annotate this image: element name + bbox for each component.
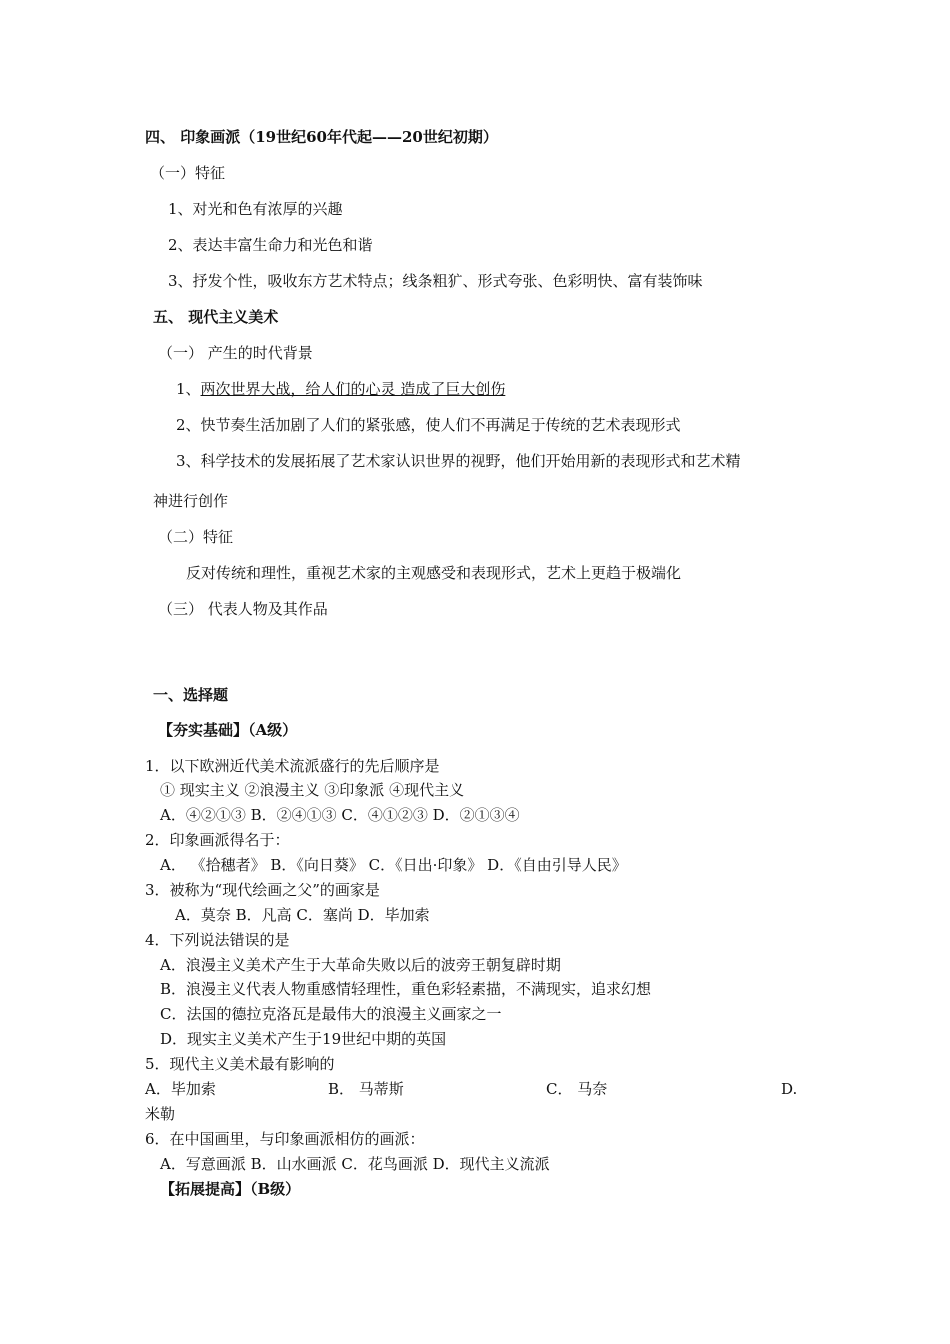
section-5-sub-heading-2: （二）特征 — [158, 528, 234, 546]
question-5-option-d-continued: 米勒 — [145, 1105, 176, 1123]
question-4: 4．下列说法错误的是 — [145, 931, 290, 949]
level-b-heading: 【拓展提高】（B级） — [160, 1180, 301, 1198]
question-5-option-a: A．毕加索 — [145, 1080, 216, 1098]
background-item-1-underlined-text: 两次世界大战，给人们的心灵 造成了巨大创伤 — [200, 380, 506, 398]
section-4-item-1: 1、对光和色有浓厚的兴趣 — [168, 200, 343, 218]
section-5-sub-heading-3: （三） 代表人物及其作品 — [158, 600, 328, 618]
background-item-1 — [176, 379, 505, 399]
background-item-1-number: 1、 — [176, 380, 201, 398]
question-5-option-b: B． 马蒂斯 — [328, 1080, 404, 1098]
question-4-option-c: C．法国的德拉克洛瓦是最伟大的浪漫主义画家之一 — [160, 1005, 502, 1023]
question-3: 3．被称为“现代绘画之父”的画家是 — [145, 881, 380, 899]
question-5-option-d: D. — [781, 1080, 798, 1098]
question-1-items: ① 现实主义 ②浪漫主义 ③印象派 ④现代主义 — [160, 781, 465, 799]
background-item-2: 2、快节奏生活加剧了人们的紧张感，使人们不再满足于传统的艺术表现形式 — [176, 416, 681, 434]
question-6-options: A．写意画派 B．山水画派 C．花鸟画派 D．现代主义流派 — [160, 1155, 550, 1173]
question-2-options: A． 《拾穗者》 B．《向日葵》 C．《日出·印象》 D．《自由引导人民》 — [160, 856, 627, 874]
background-item-3-line-2: 神进行创作 — [153, 492, 229, 510]
question-5-option-c: C． 马奈 — [546, 1080, 608, 1098]
question-4-option-d: D．现实主义美术产生于19世纪中期的英国 — [160, 1030, 447, 1048]
question-3-options: A．莫奈 B．凡高 C．塞尚 D．毕加索 — [175, 906, 430, 924]
question-1: 1．以下欧洲近代美术流派盛行的先后顺序是 — [145, 757, 440, 775]
section-5-feature-text: 反对传统和理性，重视艺术家的主观感受和表现形式，艺术上更趋于极端化 — [186, 564, 682, 582]
question-1-options: A．④②①③ B．②④①③ C．④①②③ D．②①③④ — [160, 806, 520, 824]
exercise-heading: 一、选择题 — [153, 686, 229, 704]
section-4-sub-heading: （一）特征 — [150, 164, 226, 182]
question-4-option-a: A．浪漫主义美术产生于大革命失败以后的波旁王朝复辟时期 — [160, 956, 561, 974]
level-a-heading: 【夯实基础】（A级） — [158, 721, 298, 739]
question-4-option-b: B．浪漫主义代表人物重感情轻理性，重色彩轻素描，不满现实，追求幻想 — [160, 980, 652, 998]
section-4-item-3: 3、抒发个性，吸收东方艺术特点；线条粗犷、形式夸张、色彩明快、富有装饰味 — [168, 272, 703, 290]
question-6: 6．在中国画里，与印象画派相仿的画派： — [145, 1130, 425, 1148]
section-5-heading: 五、 现代主义美术 — [153, 308, 279, 326]
question-5: 5．现代主义美术最有影响的 — [145, 1055, 335, 1073]
question-2: 2．印象画派得名于： — [145, 831, 290, 849]
section-5-sub-heading-1: （一） 产生的时代背景 — [158, 344, 313, 362]
section-4-item-2: 2、表达丰富生命力和光色和谐 — [168, 236, 373, 254]
background-item-3-line-1: 3、科学技术的发展拓展了艺术家认识世界的视野，他们开始用新的表现形式和艺术精 — [176, 452, 741, 470]
section-4-heading: 四、 印象画派（19世纪60年代起——20世纪初期） — [145, 128, 498, 146]
